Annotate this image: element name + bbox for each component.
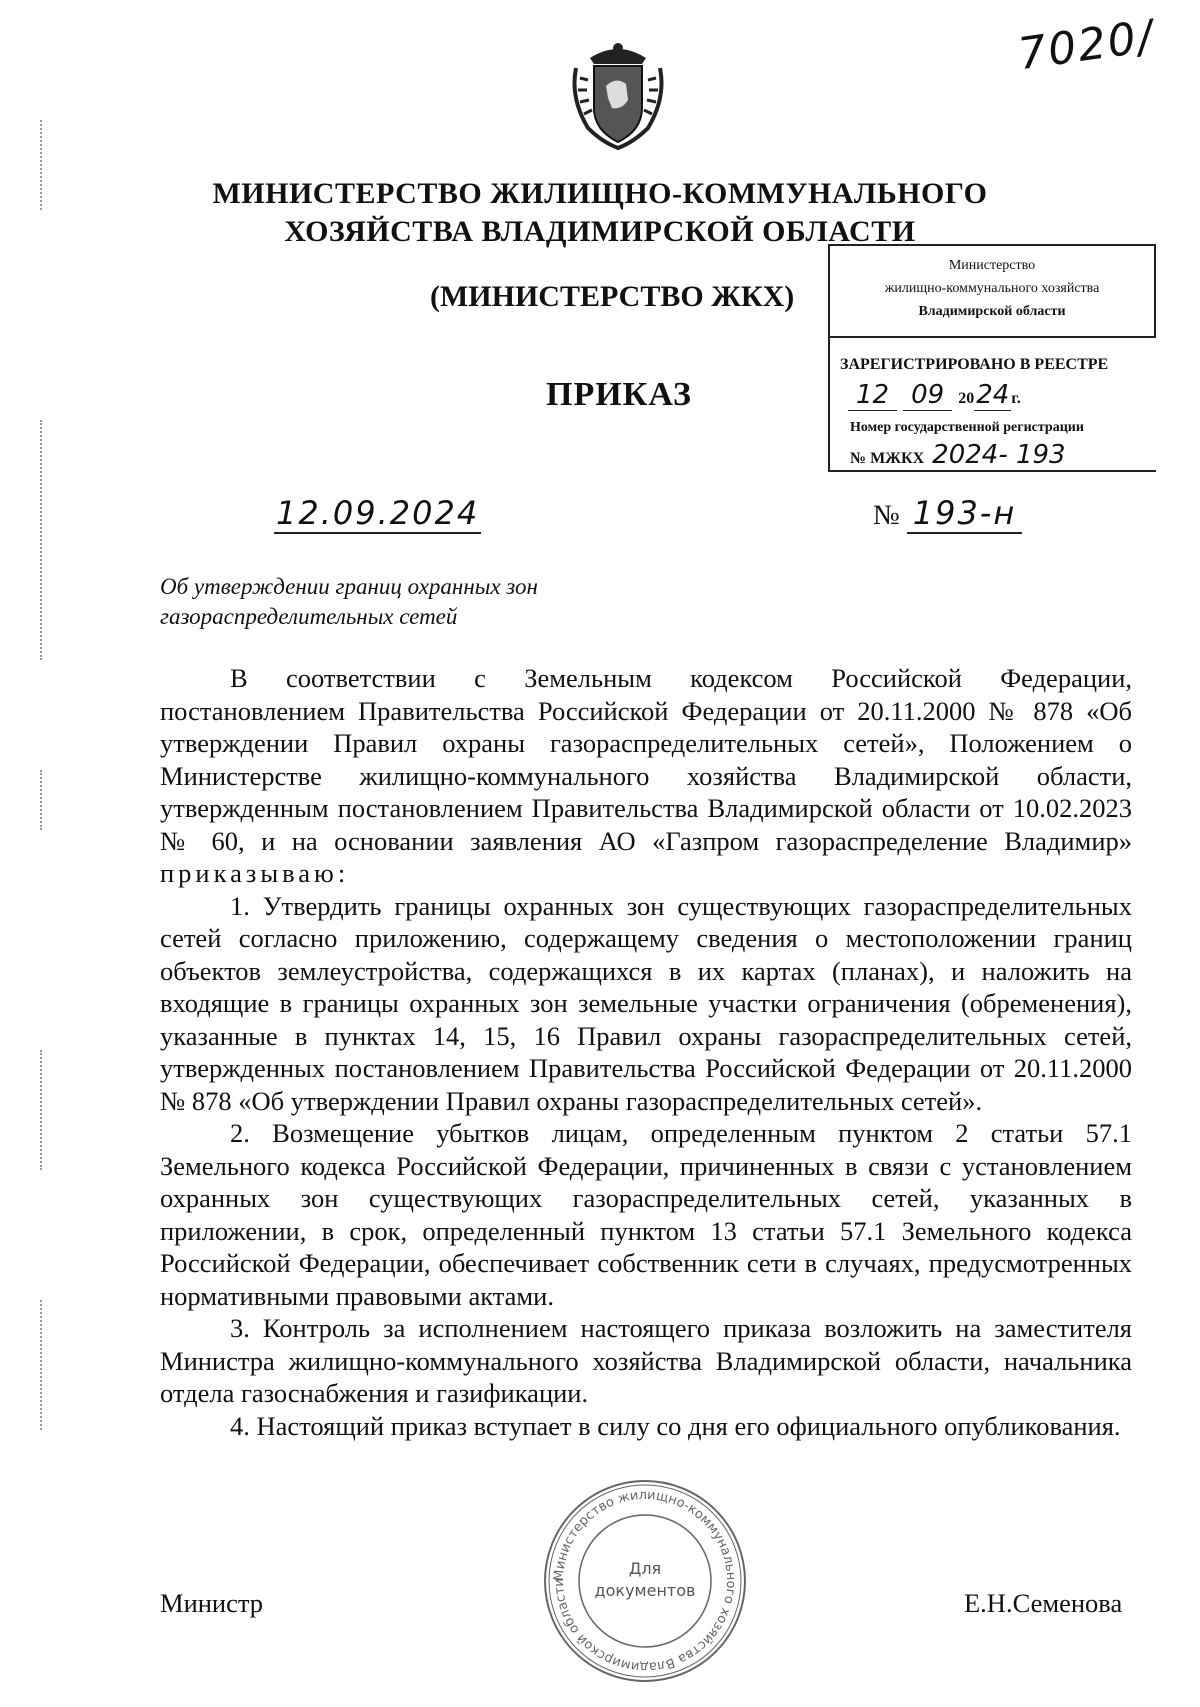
registration-number-prefix: № МЖКХ [850, 450, 925, 467]
order-body [160, 662, 1132, 1442]
scan-artifact [40, 770, 42, 830]
handwritten-reference: 7020/ [1015, 10, 1158, 81]
order-word: приказываю: [160, 858, 350, 888]
ministry-title-line-1: МИНИСТЕРСТВО ЖИЛИЩНО-КОММУНАЛЬНОГО [212, 177, 988, 210]
ministry-title [200, 175, 1000, 251]
order-item-3: 3. Контроль за исполнением настоящего приказа возложить на заместителя Министра жилищно-коммунального хозяйства Владимирской области, начальника отдела газоснабжения и газификации. [160, 1313, 1132, 1408]
registration-date [848, 380, 1021, 410]
registration-year-unit: г. [1011, 390, 1021, 407]
order-item-4: 4. Настоящий приказ вступает в силу со дня его официального опубликования. [230, 1410, 1121, 1441]
order-subject [160, 572, 580, 632]
subject-line-2: газораспределительных сетей [160, 604, 458, 629]
registration-stamp-details [828, 336, 1156, 472]
order-date: 12.09.2024 [276, 494, 480, 532]
seal-ring-text: Министерство жилищно-коммунального хозяйства Владимирской области [551, 1487, 739, 1675]
registration-day: 12 [848, 380, 897, 411]
ministry-title-line-2: ХОЗЯЙСТВА ВЛАДИМИРСКОЙ ОБЛАСТИ [284, 215, 916, 248]
order-item-2: 2. Возмещение убытков лицам, определенным пунктом 2 статьи 57.1 Земельного кодекса Российской Федерации, причиненных в связи с установлением охранных зон существующих газораспределительных сетей, указанных в приложении, в срок, определенный пунктом 13 статьи 57.1 Земельного кодекса Российской Федерации, обеспечивает собственник сети в случаях, предусмотренных нормативными правовыми актами. [160, 1118, 1132, 1311]
stamp-org-line-2: жилищно-коммунального хозяйства [884, 281, 1100, 296]
seal-center-line-2: документов [594, 1581, 696, 1600]
preamble-paragraph [160, 662, 1132, 890]
document-type-title: ПРИКАЗ [546, 376, 692, 413]
ministry-short-name: (МИНИСТЕРСТВО ЖКХ) [430, 280, 795, 313]
order-item-1: 1. Утвердить границы охранных зон существующих газораспределительных сетей согласно приложению, содержащему сведения о местоположении границ объектов землеустройства, содержащихся в их картах (планах), и наложить на входящие в границы охранных зон земельные участки ограничения (обременения), указанные в пунктах 14, 15, 16 Правил охраны газораспределительных сетей, утвержденных постановлением Правительства Российской Федерации от 20.11.2000 № 878 «Об утверждении Правил охраны газораспределительных сетей». [160, 890, 1132, 1116]
registration-year-suffix: 24 [976, 380, 1010, 410]
scan-artifact [40, 120, 42, 210]
scan-artifact [40, 1050, 42, 1170]
order-number [873, 494, 1022, 532]
seal-center-line-1: Для [628, 1559, 662, 1578]
round-seal [540, 1476, 750, 1686]
registration-stamp [828, 244, 1158, 472]
signatory-title: Министр [160, 1588, 264, 1618]
order-number-value: 193-н [907, 494, 1023, 534]
registration-month: 09 [903, 380, 952, 411]
scan-artifact [40, 420, 42, 660]
coat-of-arms-emblem [568, 38, 668, 153]
scan-artifact [40, 1300, 42, 1430]
signatory-name: Е.Н.Семенова [964, 1588, 1123, 1618]
registration-stamp-org [828, 244, 1156, 338]
registration-number [850, 440, 1070, 470]
state-registration-label: Номер государственной регистрации [850, 420, 1084, 435]
order-number-label: № [873, 500, 900, 531]
subject-line-1: Об утверждении границ охранных зон [160, 574, 538, 599]
stamp-org-line-3: Владимирской области [918, 304, 1066, 319]
preamble-text: В соответствии с Земельным кодексом Российской Федерации, постановлением Правительства Российской Федерации от 20.11.2000 № 878 «Об утверждении Правил охраны газораспределительных сетей», Положением о Министерстве жилищно-коммунального хозяйства Владимирской области, утвержденным постановлением Правительства Владимирской области от 10.02.2023 № 60, и на основании заявления АО «Газпром газораспределение Владимир» [160, 663, 1132, 856]
registration-number-value: 2024- 193 [928, 440, 1069, 471]
registration-year-prefix: 20 [958, 390, 975, 407]
stamp-org-line-1: Министерство [948, 258, 1036, 273]
registered-label: ЗАРЕГИСТРИРОВАНО В РЕЕСТРЕ [840, 356, 1109, 373]
